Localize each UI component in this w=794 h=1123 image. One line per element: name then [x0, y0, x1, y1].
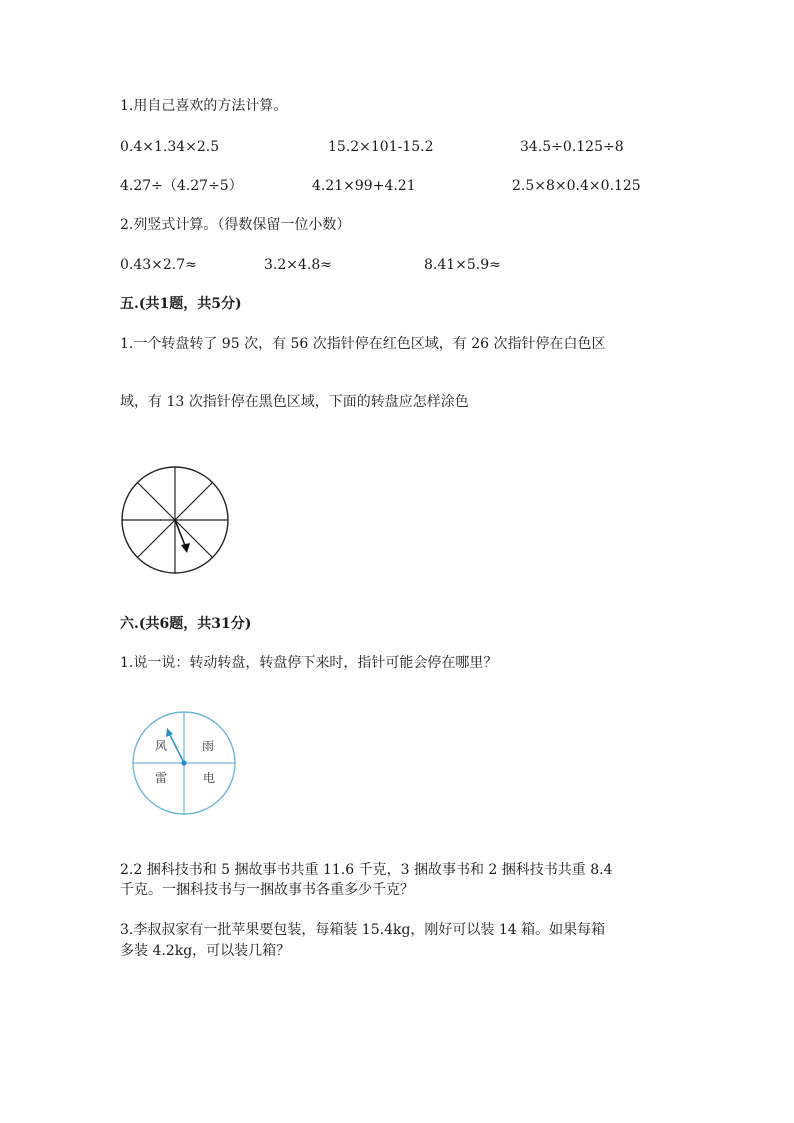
spinner-pointer [175, 520, 190, 553]
expression: 0.4×1.34×2.5 [120, 139, 220, 155]
expression: 2.5×8×0.4×0.125 [512, 178, 641, 194]
expression: 8.41×5.9≈ [424, 257, 501, 273]
sector-label-wind: 风 [155, 739, 168, 753]
question-text: 域，有 13 次指针停在黑色区域，下面的转盘应怎样涂色 [120, 394, 469, 410]
sector-label-thunder: 雷 [155, 771, 168, 785]
expression: 4.21×99+4.21 [312, 178, 416, 194]
question-text: 1.说一说：转动转盘，转盘停下来时，指针可能会停在哪里？ [120, 655, 498, 671]
question-text: 2.2 捆科技书和 5 捆故事书共重 11.6 千克，3 捆故事书和 2 捆科技书共重 8.4 [120, 862, 613, 878]
question-text: 1.一个转盘转了 95 次，有 56 次指针停在红色区域，有 26 次指针停在白色区 [120, 336, 606, 352]
weather-spinner [131, 710, 237, 816]
sector-label-lightning: 电 [203, 771, 216, 785]
expression: 4.27÷（4.27÷5） [120, 178, 243, 194]
section-heading: 六.(共6题，共31分) [120, 616, 252, 632]
section-heading: 五.(共1题，共5分) [120, 296, 242, 312]
expression: 34.5÷0.125÷8 [520, 139, 624, 155]
spinner-wheel [120, 465, 230, 575]
question-text: 千克。一捆科技书与一捆故事书各重多少千克？ [120, 882, 414, 898]
sector-label-rain: 雨 [202, 739, 215, 753]
expression: 0.43×2.7≈ [120, 257, 197, 273]
spinner-pointer [166, 728, 184, 763]
question-title: 1.用自己喜欢的方法计算。 [120, 98, 288, 114]
expression: 3.2×4.8≈ [264, 257, 332, 273]
question-text: 多装 4.2kg，可以装几箱？ [120, 943, 291, 959]
question-text: 3.李叔叔家有一批苹果要包装，每箱装 15.4kg，刚好可以装 14 箱。如果每箱 [120, 922, 606, 938]
question-title: 2.列竖式计算。（得数保留一位小数） [120, 217, 351, 233]
expression: 15.2×101-15.2 [328, 139, 434, 155]
